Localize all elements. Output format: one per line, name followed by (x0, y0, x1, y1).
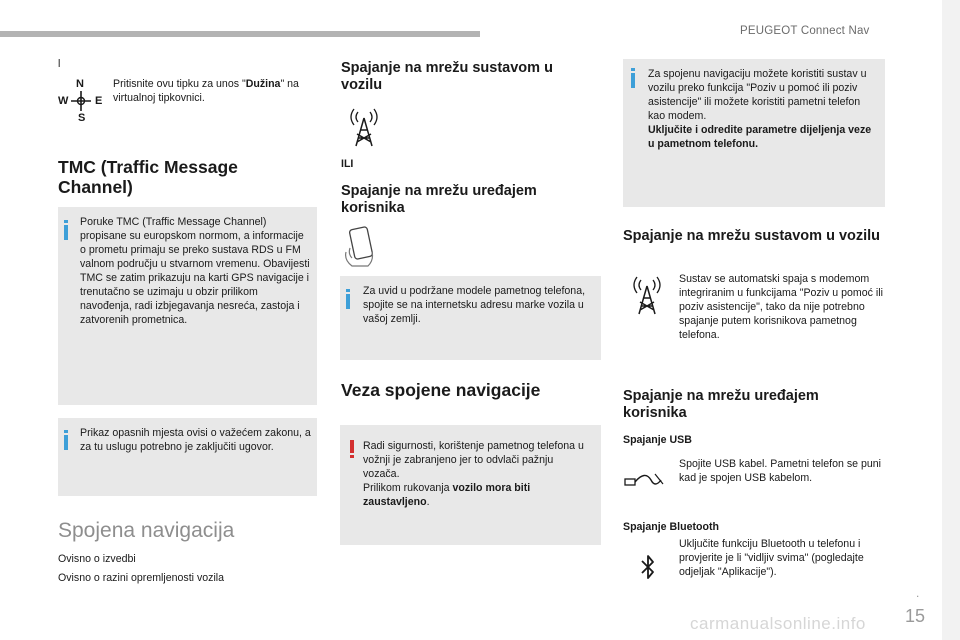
info-icon (346, 294, 350, 309)
system-auto-text: Sustav se automatski spaja s modemom integriranim u funkcijama "Poziv u pomoć ili poziv asistencije", tako da nije potrebno spajanje putem korisnikova pametnog telefona. (679, 273, 883, 341)
antenna-icon (348, 108, 380, 148)
compass-s: S (78, 112, 86, 124)
compass-icon (58, 78, 104, 124)
info-icon (64, 225, 68, 240)
antenna-icon (631, 276, 663, 316)
usb-label: Spajanje USB (623, 434, 692, 446)
stray-char: l (58, 58, 61, 70)
connection-title: Veza spojene navigacije (341, 380, 541, 400)
tmc-contract-box (58, 418, 317, 496)
usb-cable-icon (623, 466, 665, 496)
user-device-title: Spajanje na mrežu uređajem korisnika (341, 183, 537, 216)
compatible-phones-box (340, 276, 601, 360)
modem-info-box (623, 59, 885, 207)
tmc-info-text: Poruke TMC (Traffic Message Channel) propisane su europskom normom, a informacije o prometu primaju se preko sustava RDS u FM valnom području u stvarnom vremenu. Obavijesti TMC se zatim prikazuju na karti GPS navigacije i trenutačno se uzimaju u obzir prilikom navođenja, radi izbjegavanja nesreća, zastoja i zatvorenih prometnica. (80, 216, 310, 326)
side-strip (942, 0, 960, 640)
bluetooth-label: Spajanje Bluetooth (623, 521, 719, 533)
compass-e: E (95, 95, 103, 107)
modem-info-text: Za spojenu navigaciju možete koristiti sustav u vozilu preko funkcija "Poziv u pomoć ili poziv asistencije" ili možete koristiti pametni telefon kao modem. Uključite i odredite parametre dijeljenja veze u pametnom telefonu. (648, 68, 872, 150)
compass-w: W (58, 95, 69, 107)
warning-icon (350, 440, 354, 453)
vehicle-network-title-2: Spajanje na mrežu sustavom u vozilu (623, 228, 881, 244)
vehicle-network-title: Spajanje na mrežu sustavom u vozilu (341, 60, 553, 93)
compatible-phones-text: Za uvid u podržane modele pametnog telefona, spojite se na internetsku adresu marke vozila u vašoj zemlji. (363, 285, 586, 325)
header-brand: PEUGEOT Connect Nav (740, 25, 870, 37)
page-number: 15 (905, 606, 926, 626)
smartphone-hand-icon (342, 226, 380, 268)
or-label: ILI (341, 158, 354, 170)
safety-warning-text: Radi sigurnosti, korištenje pametnog telefona u vožnji je zabranjeno jer to odvlači pažnju vozača. Prilikom rukovanja vozilo mora biti zaustavljeno. (363, 440, 584, 508)
watermark: carmanualsonline.info (690, 614, 866, 633)
equipment-note: Ovisno o razini opremljenosti vozila (58, 572, 225, 584)
top-bar (0, 31, 480, 37)
compass-description: Pritisnite ovu tipku za unos "Dužina" na virtualnoj tipkovnici. (113, 78, 299, 104)
bluetooth-icon (639, 553, 657, 581)
version-note: Ovisno o izvedbi (58, 553, 136, 565)
safety-warning-box (340, 425, 601, 545)
bluetooth-text: Uključite funkciju Bluetooth u telefonu i provjerite je li "vidljiv svima" (pogledajte odjeljak "Aplikacije"). (679, 538, 864, 578)
connected-nav-title: Spojena navigacija (58, 519, 235, 542)
info-icon (631, 73, 635, 88)
user-device-title-2: Spajanje na mrežu uređajem korisnika (623, 388, 819, 421)
tmc-info-box (58, 207, 317, 405)
usb-text: Spojite USB kabel. Pametni telefon se puni kad je spojen USB kabelom. (679, 458, 881, 484)
tmc-title: TMC (Traffic Message Channel) (58, 157, 238, 197)
tmc-contract-text: Prikaz opasnih mjesta ovisi o važećem zakonu, a za tu uslugu potrebno je zaključiti ugovor. (80, 427, 311, 453)
page-dot: . (916, 586, 920, 600)
compass-n: N (76, 78, 84, 90)
info-icon (64, 435, 68, 450)
